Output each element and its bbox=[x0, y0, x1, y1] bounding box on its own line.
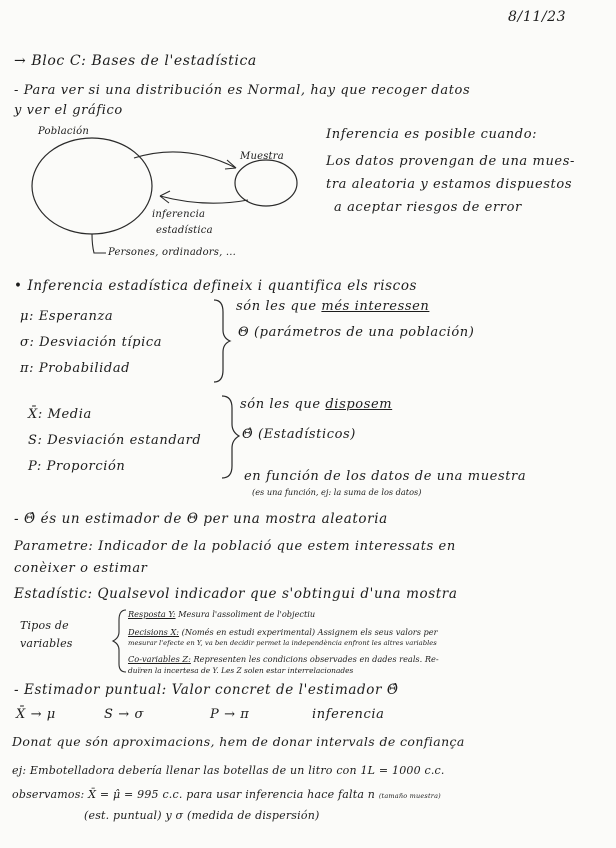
params-caption bbox=[236, 300, 429, 313]
arrow-s-sigma: S → σ bbox=[104, 707, 144, 722]
stats-caption-underlined: disposem bbox=[325, 397, 393, 412]
params-theta: Θ (parámetros de una población) bbox=[238, 325, 475, 340]
confidence-intervals-note: Donat que són aproximacions, hem de donar intervals de confiança bbox=[12, 734, 465, 749]
example-line-1: ej: Embotelladora debería llenar las botellas de un litro con 1L = 1000 c.c. bbox=[12, 764, 445, 777]
parameter-definition-1: Parametre: Indicador de la població que estem interessats en bbox=[14, 539, 456, 554]
variable-response bbox=[128, 610, 315, 618]
params-caption-text: són les que bbox=[236, 299, 317, 314]
intro-line-2: y ver el gráfico bbox=[14, 103, 123, 118]
sample-label: Muestra bbox=[240, 151, 284, 162]
arrows-inference-label: inferencia bbox=[312, 707, 385, 722]
arrow-p-pi: P → π bbox=[210, 707, 250, 722]
variable-covariables-cont: duïren la incertesa de Y. Les Z solen estar interrelacionades bbox=[128, 666, 354, 675]
population-examples: Persones, ordinadors, ... bbox=[108, 247, 237, 258]
inference-condition-3: tra aleatoria y estamos dispuestos bbox=[326, 177, 573, 192]
variable-decisions-desc: (Només en estudi experimental) Assignem els seus valors per bbox=[179, 627, 438, 637]
variable-decisions bbox=[128, 628, 438, 636]
inference-condition-2: Los datos provengan de una mues- bbox=[326, 154, 575, 169]
stat-s: S: Desviación estandard bbox=[28, 433, 202, 448]
sample-circle bbox=[235, 160, 297, 206]
variable-covariables-title: Co-variables Z: bbox=[128, 654, 191, 664]
example-line-2-text: observamos: X̄ = μ̂ = 995 c.c. para usar inferencia hace falta n bbox=[12, 788, 376, 801]
population-label: Población bbox=[38, 126, 89, 137]
intro-line-1: - Para ver si una distribución es Normal, hay que recoger datos bbox=[14, 83, 471, 98]
stats-function: en función de los datos de una muestra bbox=[244, 469, 527, 484]
stats-caption bbox=[240, 398, 392, 411]
sampling-arrow-head bbox=[225, 160, 236, 169]
inference-label-1: inferencia bbox=[152, 209, 206, 220]
population-pointer-line bbox=[92, 234, 106, 253]
inference-label-2: estadística bbox=[156, 225, 213, 236]
estimator-statement: - Θ̂ és un estimador de Θ per una mostra aleatoria bbox=[14, 511, 388, 527]
stats-caption-text: són les que bbox=[240, 397, 321, 412]
date: 8/11/23 bbox=[508, 9, 567, 25]
point-estimator: - Estimador puntual: Valor concret de l'estimador Θ̂ bbox=[14, 682, 399, 698]
inference-condition-1: Inferencia es posible cuando: bbox=[326, 127, 538, 142]
example-line-3: (est. puntual) y σ (medida de dispersión) bbox=[84, 809, 320, 822]
variable-covariables bbox=[128, 655, 439, 663]
stat-p: P: Proporción bbox=[28, 459, 126, 474]
population-circle bbox=[32, 138, 152, 234]
variable-decisions-cont: mesurar l'efecte en Y, va ben decidir permet la independència enfront les altres variables bbox=[128, 639, 437, 647]
variable-types-label-2: variables bbox=[20, 637, 73, 650]
param-pi: π: Probabilidad bbox=[20, 361, 131, 376]
variable-decisions-title: Decisions X: bbox=[128, 627, 180, 637]
variable-response-desc: Mesura l'assoliment de l'objectiu bbox=[175, 609, 316, 619]
inference-condition-4: a aceptar riesgos de error bbox=[334, 200, 522, 215]
statistic-definition: Estadístic: Qualsevol indicador que s'obtingui d'una mostra bbox=[14, 586, 458, 602]
variable-types-brace bbox=[113, 610, 126, 672]
variable-types-label-1: Tipos de bbox=[20, 619, 69, 632]
inference-definition: • Inferencia estadística defineix i quantifica els riscos bbox=[14, 278, 418, 294]
arrow-xbar-mu: X̄ → μ bbox=[16, 707, 56, 722]
example-line-2 bbox=[12, 789, 441, 800]
variable-response-title: Resposta Y: bbox=[128, 609, 176, 619]
variable-covariables-desc: Representen les condicions observades en dades reals. Re- bbox=[190, 654, 439, 664]
parameter-definition-2: conèixer o estimar bbox=[14, 561, 148, 576]
stats-theta-hat: Θ̂ (Estadísticos) bbox=[242, 427, 356, 442]
param-mu: μ: Esperanza bbox=[20, 309, 114, 324]
inference-arrow bbox=[160, 196, 248, 203]
section-heading: → Bloc C: Bases de l'estadística bbox=[14, 53, 257, 69]
parameters-brace bbox=[214, 300, 230, 382]
example-sample-size-note: (tamaño muestra) bbox=[378, 792, 441, 800]
sampling-arrow bbox=[134, 152, 236, 168]
params-caption-underlined: més interessen bbox=[321, 299, 430, 314]
param-sigma: σ: Desviación típica bbox=[20, 335, 163, 350]
statistics-brace bbox=[222, 396, 239, 478]
stat-xbar: X̄: Media bbox=[28, 407, 92, 422]
stats-function-note: (es una función, ej: la suma de los datos) bbox=[252, 487, 422, 497]
